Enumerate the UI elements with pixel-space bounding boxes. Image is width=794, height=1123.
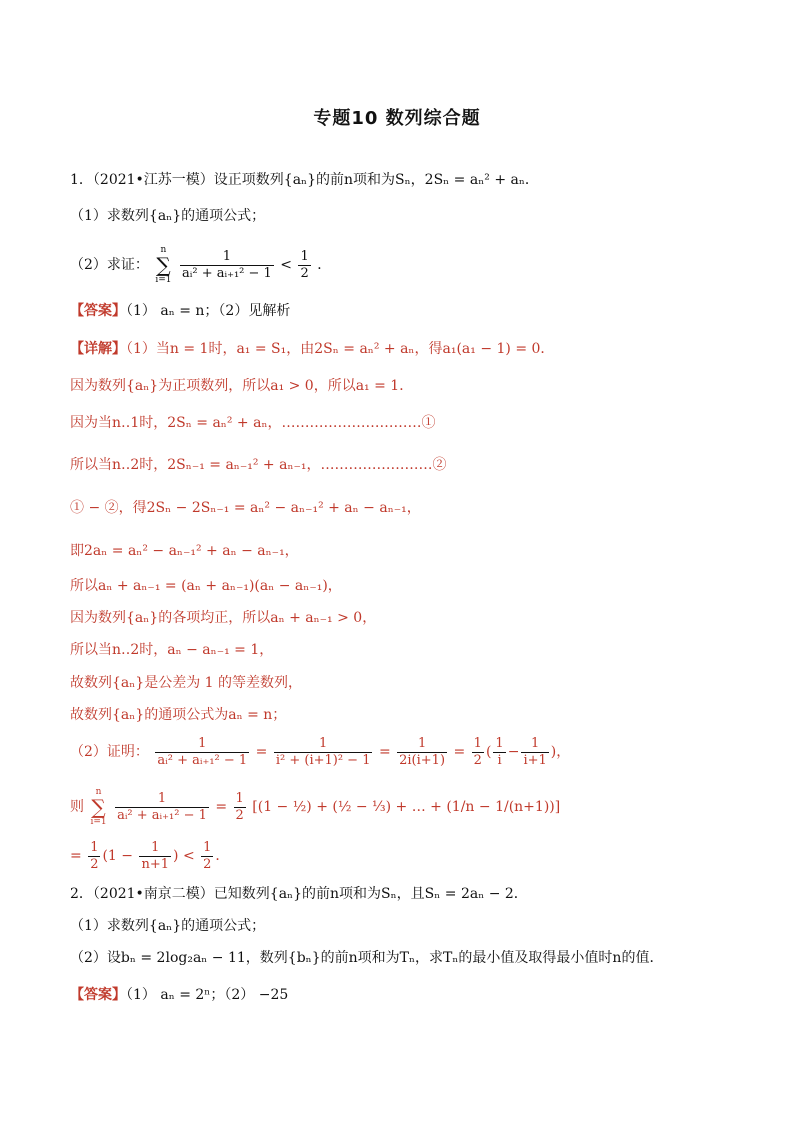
final-prefix: =: [70, 848, 82, 864]
fraction-numerator: 1: [473, 735, 482, 751]
fraction-denominator: aᵢ² + aᵢ₊₁² − 1: [157, 752, 248, 768]
summation-symbol: n ∑ i=1: [155, 245, 172, 285]
fraction-denominator: aᵢ² + aᵢ₊₁² − 1: [117, 807, 207, 823]
sum-upper: n: [95, 787, 102, 797]
q1-detail-5: [70, 498, 734, 518]
proof-fraction-6: [521, 736, 548, 769]
marker-2: ②: [432, 457, 447, 473]
equals-sign: =: [378, 744, 391, 760]
final-mid: (1 −: [102, 848, 134, 864]
q1-detail-11: 故数列{aₙ}的通项公式为aₙ = n；: [70, 707, 287, 723]
fraction-numerator: 1: [521, 736, 548, 753]
fraction-numerator: 1: [274, 736, 373, 753]
half-fraction: [88, 840, 100, 873]
proof-fraction-5: [493, 736, 505, 769]
proof-fraction-1: [155, 736, 249, 769]
q2-part1: （1）求数列{aₙ}的通项公式；: [70, 918, 266, 934]
fraction-numerator: 1: [300, 248, 309, 264]
fraction-denominator: 2i(i+1): [399, 752, 446, 768]
fraction-denominator: 2: [203, 856, 212, 872]
q1-detail-2: 因为数列{aₙ}为正项数列，所以a₁ > 0，所以a₁ = 1．: [70, 378, 414, 394]
sum-lower: i=1: [90, 817, 107, 827]
fraction-denominator: i+1: [523, 752, 547, 768]
proof-fraction-2: [274, 736, 373, 769]
answer-text: （1） aₙ = 2ⁿ；（2） −25: [126, 987, 289, 1003]
q1-part2-fraction: [180, 249, 274, 282]
sum-fraction: [115, 791, 209, 824]
q2-part2: （2）设bₙ = 2log₂aₙ − 11，数列{bₙ}的前n项和为Tₙ，求Tₙ的最小值及取得最小值时n的值．: [70, 950, 664, 966]
summation-symbol: n ∑ i=1: [90, 787, 107, 827]
q1-detail-7: 所以aₙ + aₙ₋₁ = (aₙ + aₙ₋₁)(aₙ − aₙ₋₁)，: [70, 578, 342, 594]
marker-subtract: ① − ②: [70, 500, 119, 516]
fraction-numerator: 1: [397, 736, 447, 753]
proof-fraction-4: [472, 736, 484, 769]
fraction-denominator: n+1: [141, 856, 170, 872]
page-title: 专题10 数列综合题: [313, 108, 481, 129]
q1-answer: [70, 301, 734, 321]
proof-fraction-3: [397, 736, 447, 769]
q1-proof-line: [70, 734, 734, 770]
fraction-numerator: 1: [495, 735, 504, 751]
detail-4-text: 所以当n‥2时，2Sₙ₋₁ = aₙ₋₁² + aₙ₋₁，……………………: [70, 457, 433, 473]
fraction-denominator: 2: [300, 265, 309, 281]
equals-sign: =: [453, 744, 466, 760]
q1-detail-9: 所以当n‥2时，aₙ − aₙ₋₁ = 1，: [70, 642, 274, 658]
proof-prefix: （2）证明：: [70, 744, 149, 760]
equals-sign: =: [255, 744, 268, 760]
answer-tag: 【答案】: [70, 987, 126, 1003]
detail-3-text: 因为当n‥1时，2Sₙ = aₙ² + aₙ，…………………………: [70, 415, 422, 431]
sum-lower: i=1: [155, 275, 172, 285]
fraction-numerator: 1: [180, 249, 274, 266]
telescoping-terms: [(1 − ½) + (½ − ⅓) + … + (1/n − 1/(n+1))]: [252, 799, 561, 815]
q1-part1: （1）求数列{aₙ}的通项公式；: [70, 208, 266, 224]
final-fraction: [139, 840, 171, 873]
marker-1: ①: [421, 415, 436, 431]
period: ．: [317, 257, 332, 273]
q1-detail-6: 即2aₙ = aₙ² − aₙ₋₁² + aₙ − aₙ₋₁，: [70, 543, 299, 559]
final-end: ) <: [173, 848, 195, 864]
answer-text: （1） aₙ = n；（2）见解析: [126, 303, 291, 319]
q1-part2: [70, 245, 734, 285]
paren-close: )，: [550, 744, 571, 760]
fraction-numerator: 1: [90, 839, 99, 855]
q1-final-line: [70, 838, 734, 874]
fraction-denominator: 2: [473, 752, 482, 768]
q1-part2-prefix: （2）求证：: [70, 257, 149, 273]
fraction-numerator: 1: [235, 790, 244, 806]
q1-detail-8: 因为数列{aₙ}的各项均正，所以aₙ + aₙ₋₁ > 0，: [70, 610, 377, 626]
period: ．: [215, 848, 230, 864]
detail-5-text: ，得2Sₙ − 2Sₙ₋₁ = aₙ² − aₙ₋₁² + aₙ − aₙ₋₁，: [118, 500, 421, 516]
q2-answer: [70, 985, 734, 1005]
less-than: <: [280, 257, 292, 273]
sum-upper: n: [160, 245, 167, 255]
q1-detail-1: [70, 339, 734, 359]
q1-detail-4: [70, 455, 734, 475]
fraction-numerator: 1: [155, 736, 249, 753]
q1-sum-line: [70, 787, 734, 827]
q1-part2-rhs: [298, 249, 310, 282]
fraction-numerator: 1: [139, 840, 171, 857]
q1-stem: 1．（2021•江苏一模）设正项数列{aₙ}的前n项和为Sₙ，2Sₙ = aₙ² + aₙ．: [70, 172, 539, 188]
detail-text: （1）当n = 1时，a₁ = S₁，由2Sₙ = aₙ² + aₙ，得a₁(a₁ − 1) = 0．: [126, 341, 555, 357]
paren-open: (: [485, 744, 492, 760]
sum-prefix: 则: [70, 799, 84, 815]
fraction-numerator: 1: [115, 791, 209, 808]
fraction-denominator: i² + (i+1)² − 1: [275, 752, 371, 768]
half-fraction: [234, 791, 246, 824]
final-rhs-fraction: [201, 840, 213, 873]
q1-detail-3: [70, 413, 734, 433]
q2-stem: 2．（2021•南京二模）已知数列{aₙ}的前n项和为Sₙ，且Sₙ = 2aₙ − 2．: [70, 886, 528, 902]
detail-tag: 【详解】: [70, 341, 126, 357]
minus-sign: −: [507, 744, 520, 760]
fraction-denominator: 2: [235, 807, 244, 823]
answer-tag: 【答案】: [70, 303, 126, 319]
equals-sign: =: [215, 799, 228, 815]
fraction-denominator: aᵢ² + aᵢ₊₁² − 1: [181, 265, 272, 281]
fraction-numerator: 1: [203, 839, 212, 855]
fraction-denominator: 2: [90, 856, 99, 872]
q1-detail-10: 故数列{aₙ}是公差为 1 的等差数列，: [70, 675, 303, 691]
fraction-denominator: i: [497, 752, 502, 768]
